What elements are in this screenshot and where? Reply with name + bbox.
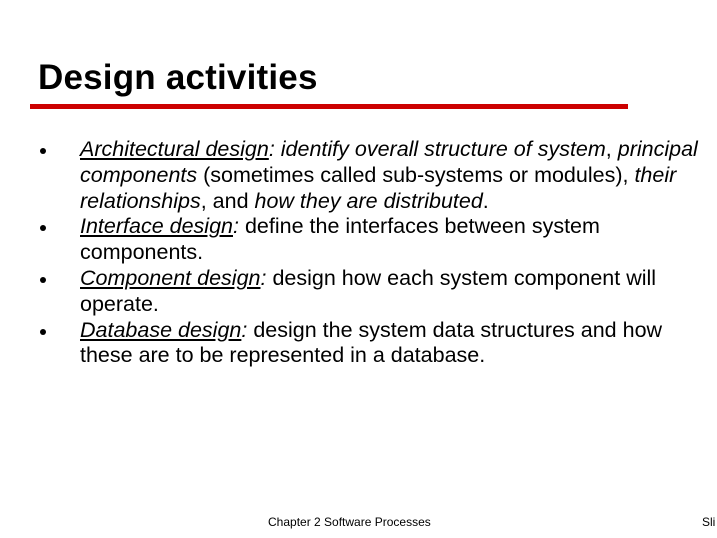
bullet-text: , [605,137,618,161]
bullet-text: . [482,188,489,213]
bullet-item-database-design [40,318,712,370]
bullet-text: : [241,317,248,342]
bullet-item-component-design [40,266,712,318]
bullet-item-interface-design [40,214,712,266]
bullet-list [40,137,712,369]
bullet-dot-icon [40,225,46,231]
bullet-dot-icon [40,329,46,335]
bullet-text: their relationships [80,162,677,213]
bullet-dot-icon [40,148,46,154]
bullet-term: Architectural design [80,137,269,161]
bullet-term: Interface design [80,214,233,239]
title-underline [30,104,628,109]
bullet-text: define the interfaces between system components. [80,214,600,265]
bullet-item-architectural-design [40,137,712,214]
bullet-text: : identify [268,137,355,161]
footer-chapter-label: Chapter 2 Software Processes [268,515,431,529]
slide-number-label: Sli [702,515,716,529]
bullet-text: design the system data structures and how these are to be represented in a database. [80,317,663,368]
bullet-dot-icon [40,277,46,283]
bullet-text: overall structure of system [354,137,606,161]
bullet-text: : [233,214,239,239]
bullet-text: , and [200,188,255,213]
slide-title: Design activities [38,58,318,97]
bullet-text: how they are distributed [254,188,483,213]
bullet-term: Database design [80,317,242,342]
bullet-text: principal components [80,137,698,187]
bullet-text: : [260,265,267,290]
bullet-text: design how each system component will operate. [80,265,657,316]
bullet-term: Component design [80,265,261,290]
bullet-text: (sometimes called sub-systems or modules), [197,162,635,187]
